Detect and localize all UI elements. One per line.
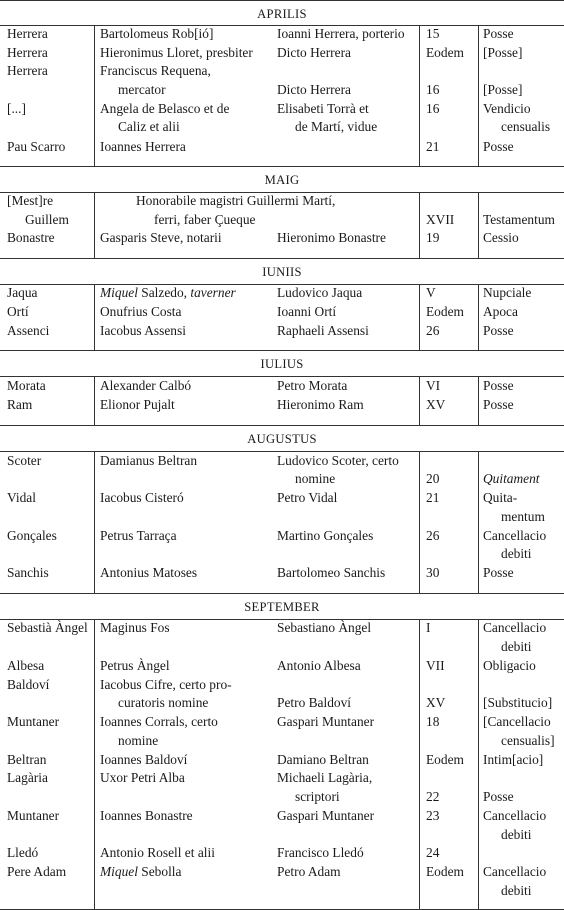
name-cell: Sebastià Àngel (7, 620, 88, 635)
day-cell: VI (426, 378, 441, 393)
recipient-cell: Ludovico Scoter, certo (277, 453, 399, 468)
column-divider (94, 376, 95, 425)
month-heading: SEPTEMBER (244, 600, 320, 614)
rule (0, 350, 564, 351)
act-cell: mentum (501, 509, 545, 524)
party-cell: nomine (118, 733, 159, 748)
column-divider (94, 619, 95, 910)
party-cell: Ioannes Bonastre (100, 808, 193, 823)
day-cell: 16 (426, 101, 440, 116)
act-cell: Posse (483, 397, 514, 412)
party-cell: curatoris nomine (118, 695, 209, 710)
recipient-cell: de Martí, vidue (295, 119, 378, 134)
rule (0, 593, 564, 594)
day-cell: Eodem (426, 45, 464, 60)
column-divider (94, 451, 95, 593)
party-cell: Ioannes Herrera (100, 139, 186, 154)
day-cell: 15 (426, 26, 440, 41)
day-cell: 30 (426, 565, 440, 580)
recipient-cell: Gaspari Muntaner (277, 714, 375, 729)
name-cell: Pau Scarro (7, 139, 66, 154)
party-cell: Angela de Belasco et de (100, 101, 230, 116)
recipient-cell: Petro Adam (277, 864, 341, 879)
recipient-cell: Dicto Herrera (277, 82, 351, 97)
party-cell: ferri, faber Çueque (154, 212, 256, 227)
act-cell: Intim[acio] (483, 752, 544, 767)
name-cell: Muntaner (7, 808, 60, 823)
recipient-cell: Damiano Beltran (277, 752, 369, 767)
day-cell: 20 (426, 471, 440, 486)
recipient-cell: Martino Gonçales (277, 528, 374, 543)
name-cell: Assenci (7, 323, 50, 338)
act-cell: Cancellacio (483, 620, 547, 635)
name-cell: Scoter (7, 453, 42, 468)
day-cell: 19 (426, 230, 440, 245)
rule (0, 425, 564, 426)
party-cell: Iacobus Cifre, certo pro- (100, 677, 232, 692)
act-cell: Vendicio (483, 101, 531, 116)
column-divider (419, 284, 420, 350)
act-cell: [Cancellacio (483, 714, 551, 729)
recipient-cell: Hieronimo Bonastre (277, 230, 386, 245)
column-divider (478, 619, 479, 910)
party-cell: Iacobus Assensi (100, 323, 186, 338)
column-divider (419, 619, 420, 910)
party-cell: Elionor Pujalt (100, 397, 175, 412)
recipient-cell: Francisco Lledó (277, 845, 364, 860)
act-cell: Posse (483, 565, 514, 580)
day-cell: 21 (426, 139, 440, 154)
day-cell: 26 (426, 323, 440, 338)
italic-text: Quitament (483, 471, 540, 486)
day-cell: VII (426, 658, 445, 673)
recipient-cell: Hieronimo Ram (277, 397, 364, 412)
party-cell: Hieronimus Lloret, presbiter (100, 45, 253, 60)
act-cell: debiti (501, 827, 532, 842)
text: Sebolla (137, 864, 182, 879)
day-cell: XVII (426, 212, 455, 227)
recipient-cell: Petro Morata (277, 378, 348, 393)
column-divider (419, 192, 420, 258)
day-cell: 26 (426, 528, 440, 543)
act-cell: Apoca (483, 304, 518, 319)
party-cell: Maginus Fos (100, 620, 170, 635)
column-divider (94, 284, 95, 350)
name-cell: [...] (7, 101, 26, 116)
party-cell (100, 863, 181, 882)
day-cell: 24 (426, 845, 440, 860)
party-cell: Alexander Calbó (100, 378, 192, 393)
name-cell: Baldoví (7, 677, 50, 692)
name-cell: Jaqua (7, 285, 38, 300)
act-cell (483, 470, 540, 489)
column-divider (478, 376, 479, 425)
act-cell: debiti (501, 883, 532, 898)
name-cell: Herrera (7, 63, 48, 78)
name-cell: Guillem (25, 212, 69, 227)
name-cell: [Mest]re (7, 193, 54, 208)
column-divider (94, 192, 95, 258)
month-heading: AUGUSTUS (247, 432, 317, 446)
act-cell: Posse (483, 789, 514, 804)
recipient-cell: Dicto Herrera (277, 45, 351, 60)
day-cell: 16 (426, 82, 440, 97)
day-cell: XV (426, 397, 446, 412)
column-divider (478, 25, 479, 166)
name-cell: Muntaner (7, 714, 60, 729)
recipient-cell: Sebastiano Àngel (277, 620, 372, 635)
recipient-cell: scriptori (295, 789, 340, 804)
day-cell: XV (426, 695, 446, 710)
rule (0, 258, 564, 259)
rule (0, 0, 564, 1)
act-cell: Cancellacio (483, 528, 547, 543)
month-heading: APRILIS (257, 7, 307, 21)
party-cell: Caliz et alii (118, 119, 180, 134)
recipient-cell: Elisabeti Torrà et (277, 101, 369, 116)
act-cell: Posse (483, 323, 514, 338)
day-cell: 21 (426, 490, 440, 505)
month-heading: IULIUS (260, 357, 304, 371)
text: Salzedo, (137, 285, 191, 300)
column-divider (478, 451, 479, 593)
day-cell: V (426, 285, 436, 300)
party-cell: Honorabile magistri Guillermi Martí, (136, 193, 336, 208)
recipient-cell: Raphaeli Assensi (277, 323, 369, 338)
name-cell: Gonçales (7, 528, 57, 543)
act-cell: Cancellacio (483, 808, 547, 823)
name-cell: Pere Adam (7, 864, 67, 879)
day-cell: 18 (426, 714, 440, 729)
column-divider (478, 284, 479, 350)
column-divider (94, 25, 95, 166)
recipient-cell: Ioanni Ortí (277, 304, 337, 319)
recipient-cell: Michaeli Lagària, (277, 770, 373, 785)
act-cell: censualis (501, 119, 551, 134)
act-cell: Testamentum (483, 212, 555, 227)
act-cell: censualis] (501, 733, 555, 748)
act-cell: Cancellacio (483, 864, 547, 879)
act-cell: Quita- (483, 490, 518, 505)
party-cell: Onufrius Costa (100, 304, 182, 319)
name-cell: Beltran (7, 752, 47, 767)
day-cell: Eodem (426, 304, 464, 319)
name-cell: Sanchis (7, 565, 49, 580)
column-divider (419, 25, 420, 166)
name-cell: Lagària (7, 770, 48, 785)
act-cell: debiti (501, 639, 532, 654)
name-cell: Ram (7, 397, 33, 412)
act-cell: [Posse] (483, 82, 523, 97)
recipient-cell: Gaspari Muntaner (277, 808, 375, 823)
recipient-cell: nomine (295, 471, 336, 486)
name-cell: Morata (7, 378, 46, 393)
act-cell: Posse (483, 139, 514, 154)
party-cell: Petrus Àngel (100, 658, 170, 673)
day-cell: I (426, 620, 431, 635)
party-cell: Damianus Beltran (100, 453, 198, 468)
day-cell: 23 (426, 808, 440, 823)
name-cell: Ortí (7, 304, 29, 319)
party-cell: Gasparis Steve, notarii (100, 230, 222, 245)
name-cell: Herrera (7, 26, 48, 41)
recipient-cell: Ioanni Herrera, porterio (277, 26, 405, 41)
act-cell: Posse (483, 26, 514, 41)
party-cell: Petrus Tarraça (100, 528, 177, 543)
party-cell: Antonio Rosell et alii (100, 845, 215, 860)
act-cell: Obligacio (483, 658, 536, 673)
column-divider (478, 192, 479, 258)
day-cell: Eodem (426, 752, 464, 767)
day-cell: Eodem (426, 864, 464, 879)
party-cell: Bartolomeus Rob[ió] (100, 26, 214, 41)
name-cell: Albesa (7, 658, 45, 673)
party-cell: Ioannes Baldoví (100, 752, 188, 767)
act-cell: debiti (501, 546, 532, 561)
italic-text: Miquel (100, 285, 138, 300)
party-cell: Ioannes Corrals, certo (100, 714, 218, 729)
recipient-cell: Bartolomeo Sanchis (277, 565, 386, 580)
recipient-cell: Antonio Albesa (277, 658, 361, 673)
party-cell: Antonius Matoses (100, 565, 198, 580)
day-cell: 22 (426, 789, 440, 804)
name-cell: Bonastre (7, 230, 55, 245)
recipient-cell: Ludovico Jaqua (277, 285, 363, 300)
name-cell: Herrera (7, 45, 48, 60)
act-cell: Cessio (483, 230, 519, 245)
italic-text: Miquel (100, 864, 138, 879)
name-cell: Lledó (7, 845, 39, 860)
rule (0, 166, 564, 167)
name-cell: Vidal (7, 490, 36, 505)
act-cell: Posse (483, 378, 514, 393)
act-cell: [Posse] (483, 45, 523, 60)
party-cell: Franciscus Requena, (100, 63, 211, 78)
act-cell: [Substitucio] (483, 695, 553, 710)
month-heading: MAIG (264, 173, 300, 187)
column-divider (419, 451, 420, 593)
party-cell (100, 284, 236, 303)
recipient-cell: Petro Vidal (277, 490, 338, 505)
act-cell: Nupciale (483, 285, 532, 300)
month-heading: IUNIIS (262, 265, 302, 279)
party-cell: Iacobus Cisteró (100, 490, 184, 505)
column-divider (419, 376, 420, 425)
party-cell: Uxor Petri Alba (100, 770, 185, 785)
recipient-cell: Petro Baldoví (277, 695, 352, 710)
italic-text: taverner (190, 285, 236, 300)
party-cell: mercator (118, 82, 166, 97)
